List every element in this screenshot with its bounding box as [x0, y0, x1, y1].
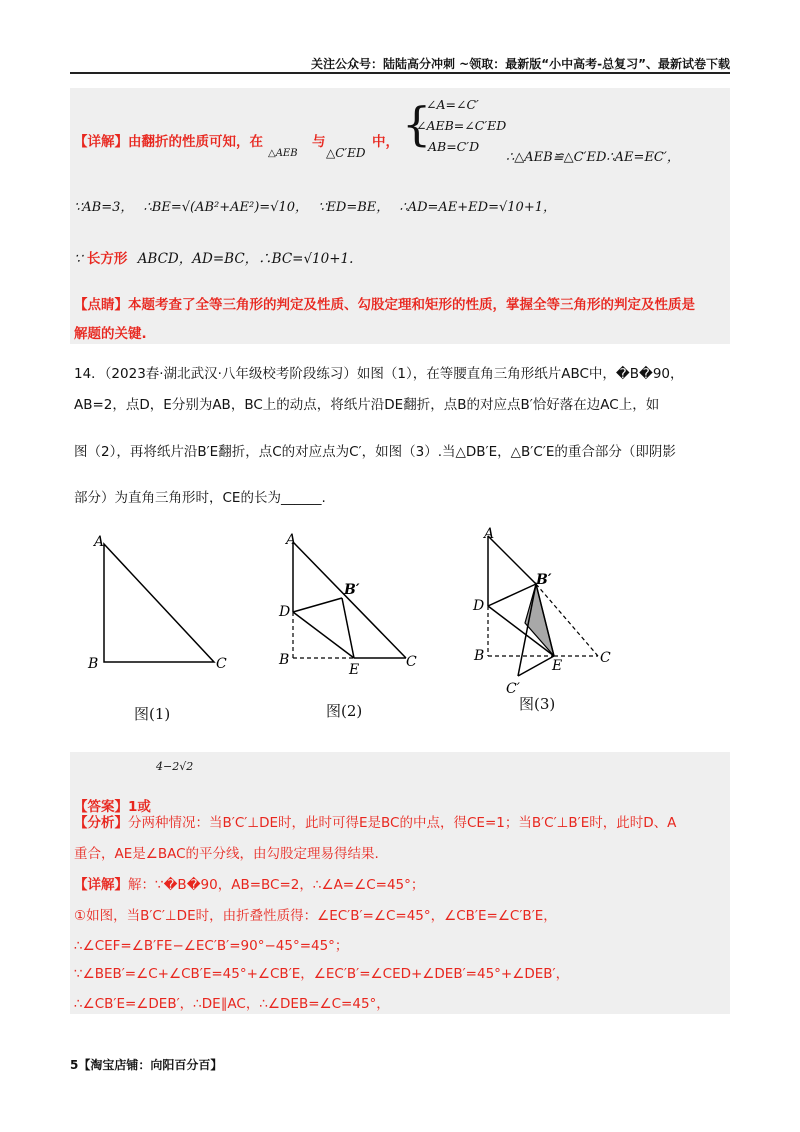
question-line-3: 图（2），再将纸片沿B′E翻折，点C的对应点为C′，如图（3）.当△DB′E，△B′C′E的重合部分（即阴影: [74, 444, 676, 460]
because-sign: ∵: [74, 251, 83, 267]
comment-line-2: 解题的关键.: [74, 326, 147, 342]
fig3-c1e: [518, 656, 554, 676]
detail-line-5: ∴∠CB′E=∠DEB′，∴DE∥AC，∴∠DEB=∠C=45°，: [74, 996, 390, 1012]
detail-line-1: [74, 873, 424, 893]
fig3-label-e: E: [552, 658, 563, 674]
fig2-label-e: E: [349, 662, 360, 678]
congruence-conclusion: ∴△AEB≌△C′ED∴AE=EC′，: [506, 150, 680, 165]
figure-1: [82, 530, 242, 680]
fig2-label-b: B: [279, 652, 290, 668]
ad-result: ∴AD=AE+ED=√10+1，: [399, 200, 556, 215]
bc-result: ABCD，AD=BC，∴BC=√10+1.: [137, 251, 354, 267]
question-line-1: 14．（2023春·湖北武汉·八年级校考阶段练习）如图（1），在等腰直角三角形纸片ABC中，�B�90，: [74, 366, 684, 382]
tri2-label: △C′ED: [326, 146, 366, 160]
fig2-label-b1: B′: [344, 582, 360, 598]
question-line-2: AB=2，点D，E分别为AB，BC上的动点，将纸片沿DE翻折，点B的对应点B′恰好落在边AC上，如: [74, 397, 660, 413]
fig2-label-a: A: [286, 532, 297, 548]
zhong-text: 中，: [372, 134, 399, 150]
fig3-ab1: [488, 536, 536, 584]
question-line-4: 部分）为直角三角形时，CE的长为______.: [74, 490, 326, 506]
page-footer: 5【淘宝店铺：向阳百分百】: [70, 1058, 223, 1072]
figure-3: [470, 522, 620, 697]
prev-line2: [74, 196, 556, 215]
fig2-label-d: D: [279, 604, 291, 620]
answer-detail-tag: 【详解】: [74, 877, 128, 893]
analysis-text-1: 分两种情况：当B′C′⊥DE时，此时可得E是BC的中点，得CE=1；当B′C′⊥B′E时，此时D、A: [128, 815, 677, 831]
fig3-label-c1: C′: [506, 681, 520, 697]
answer-math: 4−2√2: [156, 760, 194, 773]
detail-line-4: ∵∠BEB′=∠C+∠CB′E=45°+∠CB′E，∠EC′B′=∠CED+∠DEB′=45°+∠DEB′，: [74, 966, 570, 982]
rectangle-word: 长方形: [86, 251, 128, 267]
page-header: 关注公众号：陆陆高分冲刺 ~领取：最新版“小中高考-总复习”、最新试卷下载: [311, 57, 730, 71]
fig1-label-b: B: [88, 656, 99, 672]
fig3-caption: 图(3): [519, 695, 556, 713]
prev-detail-line: [74, 130, 263, 150]
tri1-label: △AEB: [268, 148, 298, 159]
fig1-caption: 图(1): [134, 705, 171, 723]
system-row-2: ∠AEB=∠C′ED: [416, 118, 507, 133]
ed-eq-be: ∵ED=BE，: [318, 200, 390, 215]
fig2-de: [293, 612, 354, 658]
analysis-line-1: [74, 811, 676, 831]
comment-tag: 【点睛】: [74, 297, 128, 313]
fig3-label-a: A: [484, 526, 495, 542]
fig3-label-d: D: [473, 598, 485, 614]
fig3-label-b1: B′: [536, 572, 552, 588]
fig2-ac: [293, 542, 406, 658]
analysis-line-2: 重合，AE是∠BAC的平分线，由勾股定理易得结果.: [74, 846, 379, 862]
fig1-label-c: C: [216, 656, 227, 672]
detail-text: 由翻折的性质可知，在: [128, 134, 263, 150]
fig3-label-c: C: [600, 650, 611, 666]
header-rule: [70, 72, 730, 74]
system-row-1: ∠A=∠C′: [426, 97, 479, 112]
detail-tag: 【详解】: [74, 134, 128, 150]
fig2-db1: [293, 598, 342, 612]
answer-tag: 【答案】: [74, 799, 128, 815]
figure-2: [276, 530, 426, 680]
system-row-3: AB=C′D: [428, 139, 480, 154]
comment-line-1: [74, 293, 695, 313]
be-sqrt: ∴BE=√(AB²+AE²)=√10，: [143, 200, 309, 215]
fig3-label-b: B: [474, 648, 485, 664]
detail-text-1: 解：∵�B�90，AB=BC=2，∴∠A=∠C=45°；: [128, 877, 425, 893]
fig1-label-a: A: [94, 534, 105, 550]
and-text: 与: [312, 134, 326, 150]
fig2-label-c: C: [406, 654, 417, 670]
detail-line-2: ①如图，当B′C′⊥DE时，由折叠性质得：∠EC′B′=∠C=45°，∠CB′E=∠C′B′E，: [74, 908, 557, 924]
left-brace: {: [402, 97, 432, 151]
detail-line-3: ∴∠CEF=∠B′FE−∠EC′B′=90°−45°=45°；: [74, 938, 349, 954]
prev-line3: [74, 247, 353, 267]
fig1-triangle: [104, 544, 214, 662]
equation-system: [402, 97, 512, 159]
fig2-caption: 图(2): [326, 702, 363, 720]
fig2-b1e: [342, 598, 354, 658]
analysis-tag: 【分析】: [74, 815, 128, 831]
fig3-db1: [488, 584, 536, 606]
ab-eq-3: ∵AB=3，: [74, 200, 134, 215]
comment-text-1: 本题考查了全等三角形的判定及性质、勾股定理和矩形的性质，掌握全等三角形的判定及性质是: [128, 297, 695, 313]
answer-text: 1或: [128, 799, 151, 815]
